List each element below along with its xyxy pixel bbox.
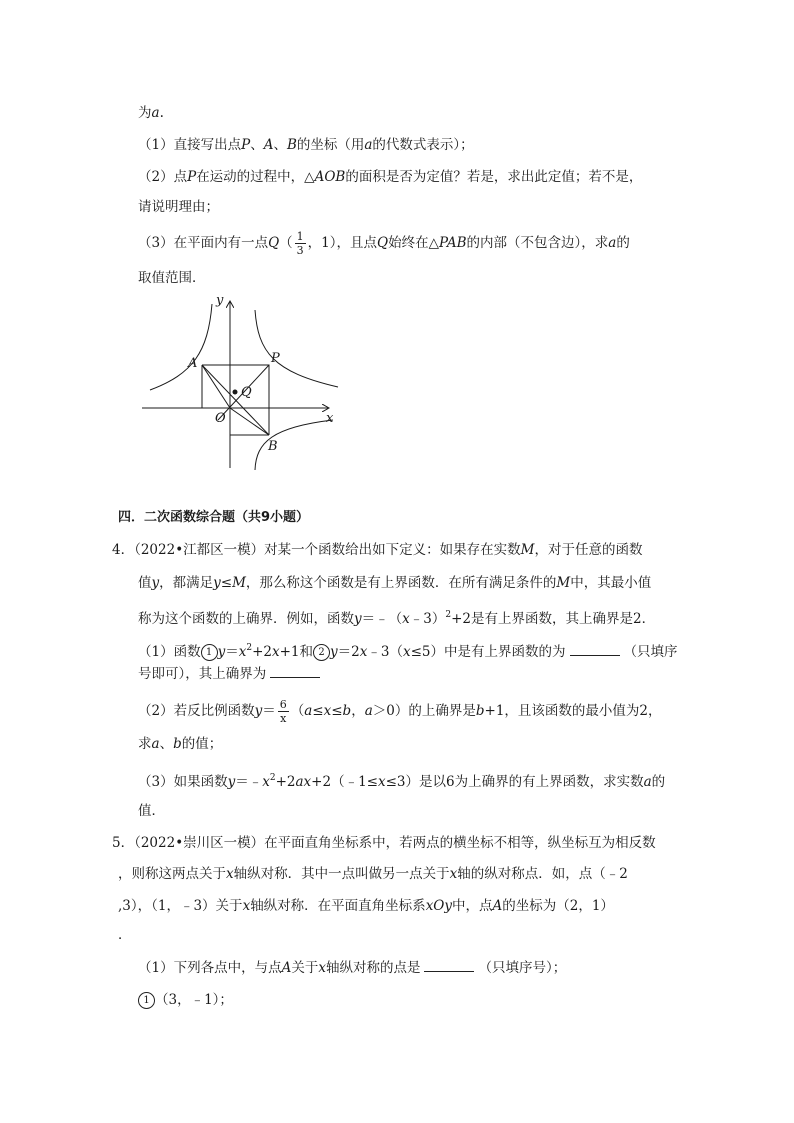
problem3-part2-cont: 请说明理由； — [138, 199, 219, 215]
answer-blank[interactable] — [270, 665, 320, 678]
hyperbola-branch-q1 — [255, 310, 338, 387]
q4-part2-cont: 求a、b的值； — [138, 736, 223, 752]
fraction-6-over-x: $\frac{6}{x}$ — [279, 698, 287, 725]
q5-part1: （1）下列各点中，与点A关于x轴纵对称的点是 （只填序号）； — [138, 960, 567, 976]
circled-number-1: 1 — [201, 644, 218, 661]
label-A: A — [188, 356, 198, 371]
q5-option-1: 1 （3，﹣1）； — [138, 990, 233, 1010]
circled-number-2: 2 — [313, 644, 330, 661]
hyperbola-branch-q2 — [150, 304, 212, 390]
q4-part1: （1）函数 1 $y=x^2+2x+1$和 2 y＝2x﹣3（x≤5）中是有上界函数的为 （只填序 — [138, 643, 678, 660]
problem3-part3: （3）在平面内有一点Q（ $\frac{1}{3}$ ，1），且点Q始终在△PAB的内部（不包含边），求a的 — [138, 230, 630, 257]
problem3-line-0: 为a. — [138, 105, 164, 121]
q5-line-1: ，则称这两点关于x轴纵对称．其中一点叫做另一点关于x轴的纵对称点．如，点（﹣2 — [118, 866, 628, 882]
answer-blank[interactable] — [570, 643, 620, 656]
point-Q — [233, 390, 238, 395]
label-P: P — [271, 351, 280, 366]
problem3-part3-cont: 取值范围． — [138, 270, 206, 286]
label-y: y — [216, 293, 224, 308]
segment-OB — [230, 408, 269, 435]
fraction-one-third: $\frac{1}{3}$ — [296, 230, 304, 257]
label-B: B — [268, 439, 278, 454]
section-heading: 四．二次函数综合题（共9小题） — [118, 510, 310, 525]
label-Q: Q — [241, 385, 252, 400]
label-x: x — [326, 411, 334, 426]
answer-blank[interactable] — [424, 959, 474, 972]
q4-line-1: 值y，都满足y≤M，那么称这个函数是有上界函数．在所有满足条件的M中，其最小值 — [138, 575, 652, 591]
q4-part3-cont: 值． — [138, 803, 165, 819]
q5-line-3: ． — [118, 927, 132, 943]
label-O: O — [215, 411, 226, 426]
circled-number-1: 1 — [138, 992, 155, 1009]
q4-part1-cont: 号即可），其上确界为 — [138, 664, 324, 684]
coordinate-figure — [138, 292, 348, 472]
segment-AO — [202, 365, 230, 408]
q5-line-0: 5．（2022•崇川区一模）在平面直角坐标系中，若两点的横坐标不相等，纵坐标互为相反数 — [112, 835, 656, 851]
q4-line-2: 称为这个函数的上确界．例如，函数y＝﹣（x﹣3）$^2$+2是有上界函数，其上确界是2． — [138, 610, 656, 627]
q5-line-2: ,3），（1，﹣3）关于x轴纵对称．在平面直角坐标系xOy中，点A的坐标为（2，1） — [118, 898, 614, 914]
problem3-part1: （1）直接写出点P、A、B的坐标（用a的代数式表示）； — [138, 137, 474, 153]
q4-line-0: 4．（2022•江都区一模）对某一个函数给出如下定义：如果存在实数M，对于任意的函数 — [112, 542, 643, 558]
q4-part2: （2）若反比例函数y＝ $\frac{6}{x}$ （a≤x≤b，a＞0）的上确界是b+1，且该函数的最小值为2， — [138, 698, 662, 725]
hyperbola-branch-q4 — [255, 420, 333, 470]
problem3-part2: （2）点P在运动的过程中，△AOB的面积是否为定值？若是，求出此定值；若不是， — [138, 169, 643, 185]
q4-part3: （3）如果函数$y=﹣x^2+2ax+2(﹣1\le x\le 3)$是以6为上确界的有上界函数，求实数a的 — [138, 773, 666, 790]
